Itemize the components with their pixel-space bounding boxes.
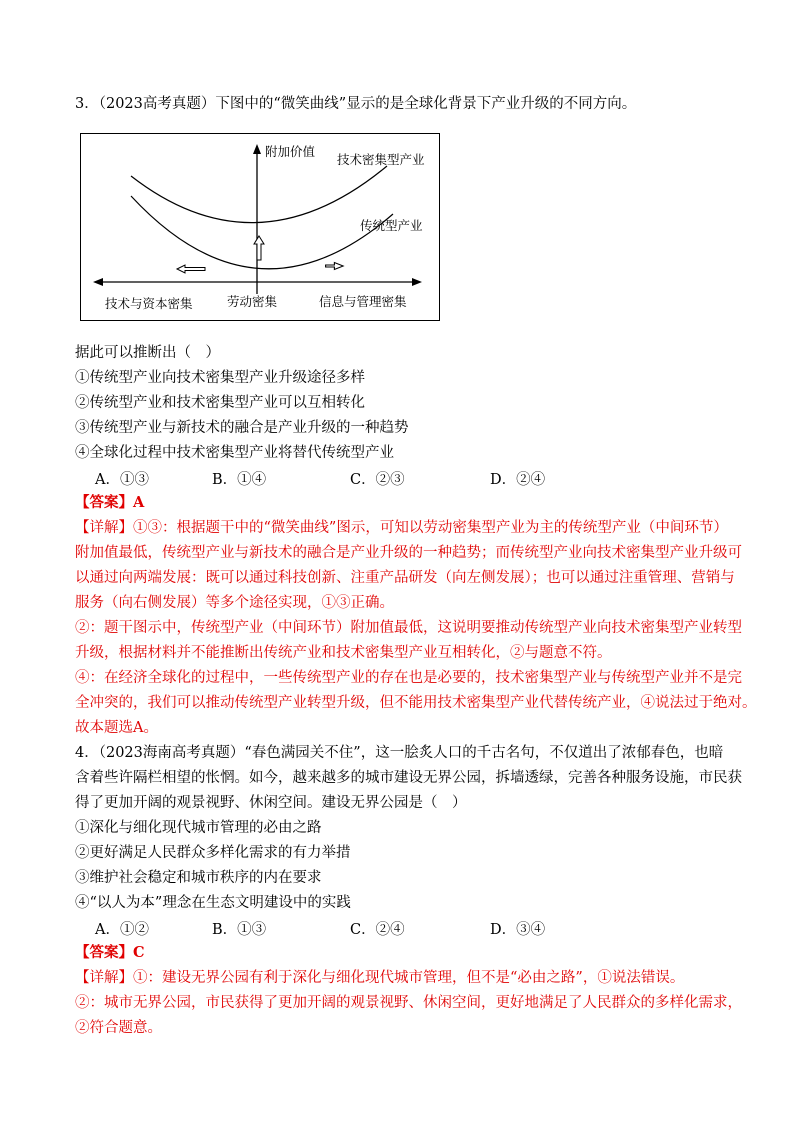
q3-item-2: ②传统型产业和技术密集型产业可以互相转化 [75,395,365,411]
q4-item-2: ②更好满足人民群众多样化需求的有力举措 [75,845,351,861]
q4-explanation-line: 【详解】①：建设无界公园有利于深化与细化现代城市管理，但不是“必由之路”，①说法错误。 [75,970,685,986]
q3-option-a: A．①③ [95,472,149,488]
q3-item-4: ④全球化过程中技术密集型产业将替代传统型产业 [75,445,394,461]
x-mid-label: 劳动密集 [227,294,278,309]
q3-option-c: C．②③ [350,472,405,488]
q3-explanation-line: 【详解】①③：根据题干中的“微笑曲线”图示，可知以劳动密集型产业为主的传统型产业（中间环节） [75,520,728,536]
q3-option-d: D．②④ [490,472,546,488]
q4-item-1: ①深化与细化现代城市管理的必由之路 [75,820,322,836]
q4-stem-line: 4．（2023海南高考真题）“春色满园关不住”，这一脍炙人口的千古名句，不仅道出了浓郁春色，也暗 [75,745,724,761]
curve-upper-label: 技术密集型产业 [337,152,425,167]
x-left-label: 技术与资本密集 [105,296,193,311]
q3-explanation-line: ②：题干图示中，传统型产业（中间环节）附加值最低，这说明要推动传统型产业向技术密集型产业转型 [75,620,742,636]
y-axis-label: 附加价值 [265,144,316,159]
q3-explanation-line: 升级，根据材料并不能推断出传统产业和技术密集型产业互相转化，②与题意不符。 [75,645,612,661]
q4-option-b: B．①③ [212,922,267,938]
q4-item-3: ③维护社会稳定和城市秩序的内在要求 [75,870,322,886]
q3-answer: 【答案】A [75,494,145,511]
q4-item-4: ④“以人为本”理念在生态文明建设中的实践 [75,895,351,911]
x-axis-left-arrowhead [93,278,103,286]
q3-explanation-line: 附加值最低，传统型产业与新技术的融合是产业升级的一种趋势；而传统型产业向技术密集型产业升级可 [75,545,742,561]
left-hollow-arrow [177,265,205,273]
curve-lower-label: 传统型产业 [360,218,423,233]
q3-item-1: ①传统型产业向技术密集型产业升级途径多样 [75,370,365,386]
q3-option-b: B．①④ [212,472,267,488]
smile-curve-figure [80,133,440,321]
q3-prompt: 据此可以推断出（ ） [75,345,220,361]
q4-stem-line: 得了更加开阔的观景视野、休闲空间。建设无界公园是（ ） [75,795,467,811]
q4-answer: 【答案】C [75,944,145,961]
y-axis-arrowhead [253,144,261,154]
q3-explanation-line: 以通过向两端发展：既可以通过科技创新、注重产品研发（向左侧发展）；也可以通过注重管理、营销与 [75,570,735,586]
q3-explanation-line: ④：在经济全球化的过程中，一些传统型产业的存在也是必要的，技术密集型产业与传统型产业并不是完 [75,670,742,686]
x-right-label: 信息与管理密集 [319,294,407,309]
q4-option-c: C．②④ [350,922,405,938]
up-hollow-arrow [254,236,264,260]
q3-stem: 3．（2023高考真题）下图中的“微笑曲线”显示的是全球化背景下产业升级的不同方向。 [75,96,637,112]
q4-explanation-line: ②：城市无界公园，市民获得了更加开阔的观景视野、休闲空间，更好地满足了人民群众的多样化需求， [75,995,742,1011]
q4-explanation-line: ②符合题意。 [75,1020,162,1036]
curve-lower [131,196,393,269]
q4-stem-line: 含着些许隔栏相望的怅惘。如今，越来越多的城市建设无界公园，拆墙透绿，完善各种服务设施，市民获 [75,770,742,786]
q3-explanation-line: 故本题选A。 [75,720,158,736]
q3-item-3: ③传统型产业与新技术的融合是产业升级的一种趋势 [75,420,409,436]
q4-option-a: A．①② [95,922,149,938]
x-axis-right-arrowhead [412,278,422,286]
right-hollow-arrow [326,263,344,270]
q3-explanation-line: 服务（向右侧发展）等多个途径实现，①③正确。 [75,595,394,611]
q3-explanation-line: 全冲突的，我们可以推动传统型产业转型升级，但不能用技术密集型产业代替传统产业，④说法过于绝对。 [75,695,757,711]
q4-option-d: D．③④ [490,922,546,938]
curve-upper [131,166,387,223]
